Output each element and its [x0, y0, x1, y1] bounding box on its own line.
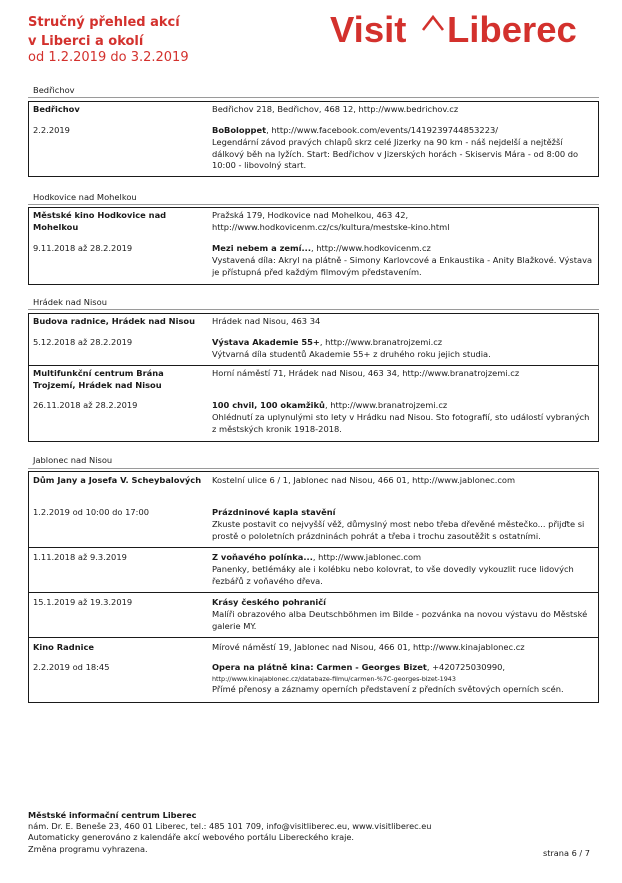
event-url[interactable]: http://www.kinajablonec.cz/databaze-filmu/carmen-%7C-georges-bizet-1943 — [212, 674, 456, 683]
event-title: Krásy českého pohraničí — [212, 597, 327, 607]
venue-name: Budova radnice, Hrádek nad Nisou — [33, 316, 196, 326]
footer-disclaimer: Změna programu vyhrazena. — [28, 843, 148, 854]
event-item — [212, 662, 594, 696]
event-description: Vystavená díla: Akryl na plátně - Simony Karlovcové a Enkaustika - Anity Blažkové. Výstava je přístupná před každým filmovým představením. — [212, 254, 593, 277]
event-item — [212, 400, 594, 435]
event-title: BoBoloppet — [212, 125, 267, 135]
venue-row — [29, 208, 598, 284]
event-phone: , +420725030990, — [426, 662, 506, 672]
event-link[interactable]: , http://www.branatrojzemi.cz — [319, 337, 443, 347]
event-description: Zkuste postavit co nejvyšší věž, důmyslný most nebo třeba dřevěné městečko... přijďte si prostě o pololetních prázdninách pohrát a třeba i trochu zasoutěžit s ostatními. — [212, 518, 585, 541]
logo-text-visit: Visit — [330, 9, 407, 50]
event-link[interactable]: , http://www.branatrojzemi.cz — [324, 400, 448, 410]
title-line-2: v Liberci a okolí — [28, 34, 144, 49]
logo-caret-icon — [423, 17, 443, 30]
event-item — [212, 243, 594, 278]
event-date: 5.12.2018 až 28.2.2019 — [33, 337, 133, 347]
document-title — [28, 13, 180, 51]
event-date: 9.11.2018 až 28.2.2019 — [33, 243, 133, 253]
footer — [28, 810, 599, 855]
section-heading-bedrichov: Bedřichov — [33, 85, 75, 95]
venue-name: Kino Radnice — [33, 642, 94, 652]
logo-text-liberec: Liberec — [447, 9, 577, 50]
event-link[interactable]: , http://www.hodkovicenm.cz — [310, 243, 431, 253]
venue-table-hodkovice — [28, 207, 599, 285]
section-heading-hodkovice: Hodkovice nad Mohelkou — [33, 192, 137, 202]
event-row — [29, 592, 598, 637]
title-line-1: Stručný přehled akcí — [28, 15, 180, 30]
venue-row — [29, 637, 598, 704]
event-title: Z voňavého polínka... — [212, 552, 313, 562]
event-item — [212, 552, 594, 587]
venue-row — [29, 102, 598, 176]
venue-address: Mírové náměstí 19, Jablonec nad Nisou, 466 01, http://www.kinajablonec.cz — [212, 642, 525, 652]
venue-name: Bedřichov — [33, 104, 80, 114]
event-item — [212, 507, 594, 542]
event-row — [29, 547, 598, 592]
venue-table-jablonec — [28, 471, 599, 703]
event-item — [212, 125, 594, 172]
venue-name: Multifunkční centrum Brána Trojzemí, Hrádek nad Nisou — [33, 368, 164, 390]
venue-table-hradek — [28, 313, 599, 442]
event-title: Prázdninové kapla stavění — [212, 507, 336, 517]
venue-name: Dům Jany a Josefa V. Scheybalových — [33, 475, 202, 485]
event-title: 100 chvil, 100 okamžiků — [212, 400, 325, 410]
event-item — [212, 337, 594, 361]
event-description: Malíři obrazového alba Deutschböhmen im Bilde - pozvánka na novou výstavu do Městské galerie MY. — [212, 608, 588, 631]
footer-contact: nám. Dr. E. Beneše 23, 460 01 Liberec, tel.: 485 101 709, info@visitliberec.eu, www.visitliberec.eu — [28, 821, 432, 832]
section-divider — [28, 309, 599, 310]
event-description: Výtvarná díla studentů Akademie 55+ z druhého roku jejich studia. — [212, 348, 491, 359]
event-date: 1.2.2019 od 10:00 do 17:00 — [33, 507, 150, 517]
event-date: 1.11.2018 až 9.3.2019 — [33, 552, 127, 562]
footer-organization: Městské informační centrum Liberec — [28, 810, 197, 820]
venue-row — [29, 314, 598, 365]
venue-address: Pražská 179, Hodkovice nad Mohelkou, 463 42, http://www.hodkovicenm.cz/cs/kultura/mestske-kino.html — [212, 210, 450, 232]
section-divider — [28, 468, 599, 469]
event-date: 2.2.2019 — [33, 125, 70, 135]
venue-address: Kostelní ulice 6 / 1, Jablonec nad Nisou, 466 01, http://www.jablonec.com — [212, 475, 516, 485]
section-heading-hradek: Hrádek nad Nisou — [33, 297, 107, 307]
venue-row — [29, 472, 598, 547]
event-link[interactable]: , http://www.facebook.com/events/1419239744853223/ — [266, 125, 499, 135]
section-divider — [28, 97, 599, 98]
event-date: 15.1.2019 až 19.3.2019 — [33, 597, 133, 607]
event-description: Ohlédnutí za uplynulými sto lety v Hrádku nad Nisou. Sto fotografií, sto událostí vybraných z městských kronik 1918-2018. — [212, 411, 590, 434]
event-date: 26.11.2018 až 28.2.2019 — [33, 400, 138, 410]
date-range: od 1.2.2019 do 3.2.2019 — [28, 50, 189, 65]
footer-note: Automaticky generováno z kalendáře akcí webového portálu Libereckého kraje. — [28, 832, 355, 843]
section-divider — [28, 204, 599, 205]
venue-address: Hrádek nad Nisou, 463 34 — [212, 316, 321, 326]
event-title: Výstava Akademie 55+ — [212, 337, 320, 347]
venue-address: Horní náměstí 71, Hrádek nad Nisou, 463 34, http://www.branatrojzemi.cz — [212, 368, 520, 378]
event-title: Opera na plátně kina: Carmen - Georges Bizet — [212, 662, 427, 672]
page-number: strana 6 / 7 — [542, 848, 590, 858]
event-title: Mezi nebem a zemí... — [212, 243, 311, 253]
venue-table-bedrichov — [28, 101, 599, 177]
event-date: 2.2.2019 od 18:45 — [33, 662, 110, 672]
visit-liberec-logo — [330, 6, 602, 50]
event-item — [212, 597, 594, 632]
event-description: Přímé přenosy a záznamy operních představení z předních světových operních scén. — [212, 683, 564, 694]
section-heading-jablonec: Jablonec nad Nisou — [33, 455, 113, 465]
venue-address: Bedřichov 218, Bedřichov, 468 12, http://www.bedrichov.cz — [212, 104, 459, 114]
venue-row — [29, 365, 598, 441]
event-description: Legendární závod pravých chlapů skrz celé Jizerky na 90 km - náš nejdelší a nejtěžší dálkový běh na lyžích. Start: Bedřichov v Jizerských horách - Skiservis Mára - od 8:00 do 10:00 - libovolný start. — [212, 136, 579, 171]
venue-name: Městské kino Hodkovice nad Mohelkou — [33, 210, 167, 232]
event-link[interactable]: , http://www.jablonec.com — [312, 552, 422, 562]
event-description: Panenky, betlémáky ale i kolébku nebo kolovrat, to vše dovedly vykouzlit ruce lidových řezbářů z voňavého dřeva. — [212, 563, 574, 586]
